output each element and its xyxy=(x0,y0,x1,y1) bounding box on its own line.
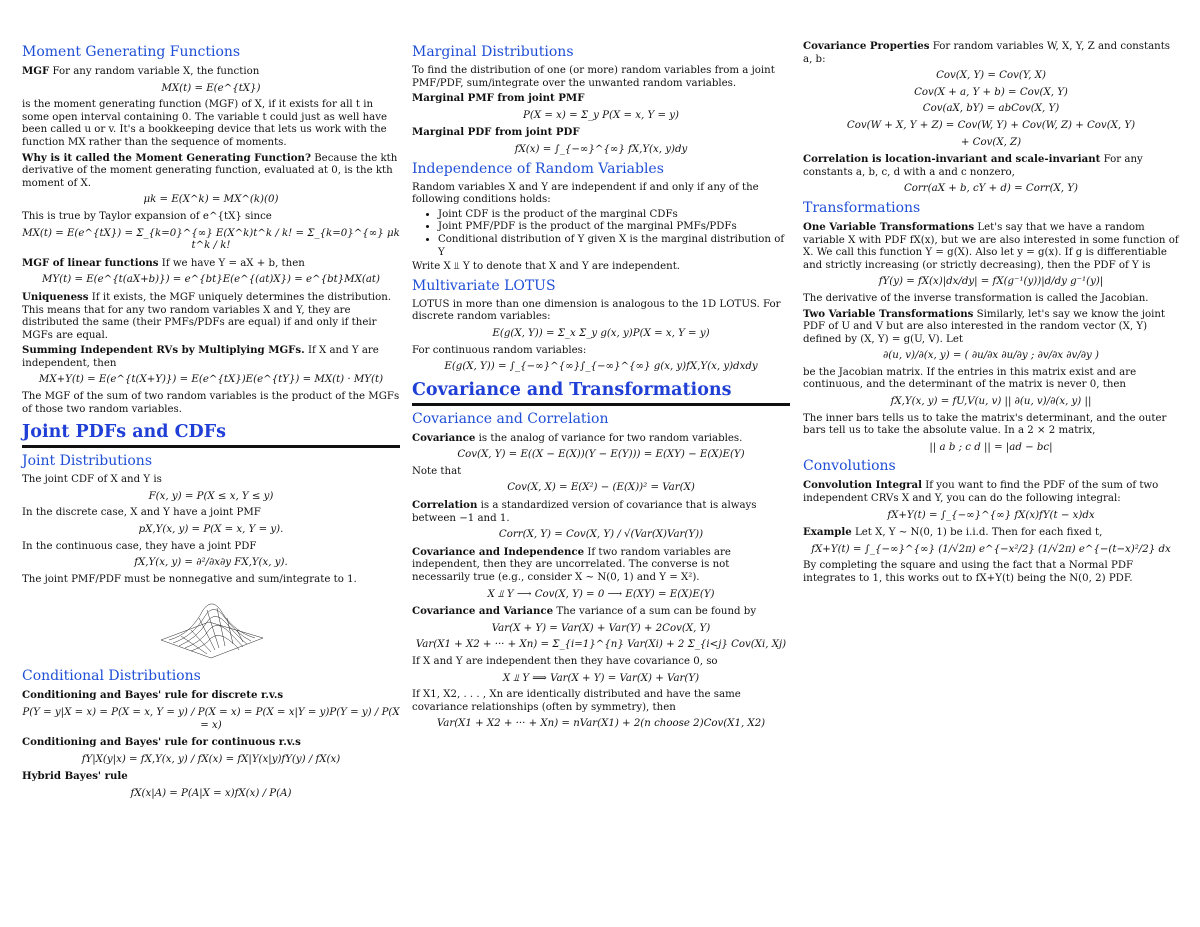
joint-cdf-text: The joint CDF of X and Y is xyxy=(22,474,162,486)
lotus-heading: Multivariate LOTUS xyxy=(412,277,556,294)
example-equation: fX+Y(t) = ∫_{−∞}^{∞} (1/√2π) e^{−x²/2} (1/√2π) e^{−(t−x)²/2} dx xyxy=(811,543,1171,555)
mgf-heading: Moment Generating Functions xyxy=(22,44,241,60)
cond-cont-term: Conditioning and Bayes' rule for continuous r.v.s xyxy=(22,736,301,749)
marg-pdf-equation: fX(x) = ∫_{−∞}^{∞} fX,Y(x, y)dy xyxy=(514,143,688,155)
conv-heading: Convolutions xyxy=(803,458,896,475)
joint-pdf-text: In the continuous case, they have a joint PDF xyxy=(22,540,257,552)
covindep-equation: X ⫫ Y ⟶ Cov(X, Y) = 0 ⟶ E(XY) = E(X)E(Y) xyxy=(487,588,715,600)
covprop-equation: Cov(X + a, Y + b) = Cov(X, Y) xyxy=(914,86,1068,98)
jacobian-text: The derivative of the inverse transformation is called the Jacobian. xyxy=(803,292,1149,304)
covvar-equation-2: Var(X1 + X2 + ··· + Xn) = Σ_{i=1}^{n} Var(Xi) + 2 Σ_{i<j} Cov(Xi, Xj) xyxy=(415,639,787,651)
covvar-equation-1: Var(X + Y) = Var(X) + Var(Y) + 2Cov(X, Y) xyxy=(491,622,711,634)
corr-def: Correlation is a standardized version of covariance that is always between −1 and 1. xyxy=(412,499,757,524)
moment-equation: μk = E(X^k) = MX^(k)(0) xyxy=(143,194,279,206)
list-item: • Joint PMF/PDF is the product of the marginal PMFs/PDFs xyxy=(438,221,790,234)
column-3 xyxy=(803,40,1179,588)
twovar: Two Variable Transformations Similarly, let's say we know the joint PDF of U and V but are also interested in the random vector (X, Y) defined by (X, Y) = g(U, V). Let xyxy=(803,307,1166,345)
marg-pmf-equation: P(X = x) = Σ_y P(X = x, Y = y) xyxy=(523,109,679,121)
surface-plot-graphic xyxy=(151,590,271,662)
trans-heading: Transformations xyxy=(803,199,921,216)
onevar: One Variable Transformations Let's say that we have a random variable X with PDF fX(x), but we are also interested in some function of X. We call this function Y = g(X). Also let y = g(x). If g is differentiable and strictly increasing (or strictly decreasing), then the PDF of Y is xyxy=(803,220,1179,271)
lotus-cont-text: For continuous random variables: xyxy=(412,344,587,356)
jacmatrix-text: be the Jacobian matrix. If the entries in this matrix exist and are continuous, and the determinant of the matrix is never 0, then xyxy=(803,366,1137,391)
covprop-equation: Cov(aX, bY) = abCov(X, Y) xyxy=(922,103,1060,115)
marg-heading: Marginal Distributions xyxy=(412,44,574,60)
joint-nonneg: The joint PMF/PDF must be nonnegative and sum/integrate to 1. xyxy=(22,573,357,585)
mgf-def-cont: is the moment generating function (MGF) of X, if it exists for all t in some open interval containing 0. The variable t could just as well have been called u or v. It's a bookkeeping device that lets us work with the function MX rather than the sequence of moments. xyxy=(22,99,388,148)
hybrid-term: Hybrid Bayes' rule xyxy=(22,770,128,783)
joint-heading: Joint Distributions xyxy=(22,453,153,470)
sum-mgf: Summing Independent RVs by Multiplying MGFs. If X and Y are independent, then xyxy=(22,344,379,369)
convint: Convolution Integral If you want to find the PDF of the sum of two independent CRVs X and Y, you can do the following integral: xyxy=(803,479,1159,505)
bars-text: The inner bars tells us to take the matrix's determinant, and the outer bars tell us to take the absolute value. In a 2 × 2 matrix, xyxy=(803,412,1167,437)
hybrid-equation: fX(x|A) = P(A|X = x)fX(x) / P(A) xyxy=(130,787,292,799)
covindep: Covariance and Independence If two random variables are independent, then they are uncorrelated. The converse is not necessarily true (e.g., consider X ∼ N(0, 1) and Y = X²). xyxy=(412,545,731,584)
section-divider xyxy=(22,445,400,448)
marg-text: To find the distribution of one (or more) random variables from a joint PMF/PDF, sum/integrate over the unwanted random variables. xyxy=(412,65,775,89)
cond-disc-term: Conditioning and Bayes' rule for discrete r.v.s xyxy=(22,689,284,702)
covprop-equation: + Cov(X, Z) xyxy=(960,136,1022,148)
corrinv-equation: Corr(aX + b, cY + d) = Corr(X, Y) xyxy=(903,183,1078,195)
example-cont: By completing the square and using the fact that a Normal PDF integrates to 1, this works out to fX+Y(t) being the N(0, 2) PDF. xyxy=(803,560,1134,584)
covvar-indep-text: If X and Y are independent then they have covariance 0, so xyxy=(412,656,718,667)
lotus-cont-equation: E(g(X, Y)) = ∫_{−∞}^{∞}∫_{−∞}^{∞} g(x, y)fX,Y(x, y)dxdy xyxy=(444,361,758,373)
indep-list xyxy=(412,209,790,259)
cov-def: Covariance is the analog of variance for two random variables. xyxy=(412,431,743,444)
covprop: Covariance Properties For random variables W, X, Y, Z and constants a, b: xyxy=(803,40,1171,65)
why-mgf: Why is it called the Moment Generating Function? Because the kth derivative of the moment generating function, evaluated at 0, is the kth moment of X. xyxy=(22,151,398,189)
taylor-equation: MX(t) = E(e^{tX}) = Σ_{k=0}^{∞} E(X^k)t^k / k! = Σ_{k=0}^{∞} μk t^k / k! xyxy=(22,227,400,252)
covprop-equation: Cov(W + X, Y + Z) = Cov(W, Y) + Cov(W, Z) + Cov(X, Y) xyxy=(846,119,1136,131)
cond-disc-equation: P(Y = y|X = x) = P(X = x, Y = y) / P(X = x) = P(X = x|Y = y)P(Y = y) / P(X = x) xyxy=(22,707,400,731)
lotus-text: LOTUS in more than one dimension is analogous to the 1D LOTUS. For discrete random variables: xyxy=(412,298,781,323)
sum-cont: The MGF of the sum of two random variables is the product of the MGFs of those two random variables. xyxy=(22,391,400,415)
indep-heading: Independence of Random Variables xyxy=(412,160,664,177)
sum-equation: MX+Y(t) = E(e^{t(X+Y)}) = E(e^{tX})E(e^{tY}) = MX(t) · MY(t) xyxy=(38,374,384,386)
linear-equation: MY(t) = E(e^{t(aX+b)}) = e^{bt}E(e^{(at)X}) = e^{bt}MX(at) xyxy=(42,274,380,286)
mgf-equation: MX(t) = E(e^{tX}) xyxy=(161,82,261,94)
joint-pmf-text: In the discrete case, X and Y have a joint PMF xyxy=(22,507,261,519)
covvar-iid-text: If X1, X2, . . . , Xn are identically distributed and have the same covariance relationships (often by symmetry), then xyxy=(412,689,741,713)
twovar-equation: ∂(u, v)/∂(x, y) = ( ∂u/∂x ∂u/∂y ; ∂v/∂x ∂v/∂y ) xyxy=(883,350,1099,362)
covvar-iid-equation: Var(X1 + X2 + ··· + Xn) = nVar(X1) + 2(n choose 2)Cov(X1, X2) xyxy=(436,718,766,730)
lotus-disc-equation: E(g(X, Y)) = Σ_x Σ_y g(x, y)P(X = x, Y = y) xyxy=(492,327,710,339)
joint-section-title: Joint PDFs and CDFs xyxy=(22,422,226,443)
taylor-text: This is true by Taylor expansion of e^{tX} since xyxy=(22,210,272,222)
covcorr-heading: Covariance and Correlation xyxy=(412,410,609,427)
linear-mgf: MGF of linear functions If we have Y = aX + b, then xyxy=(22,256,305,269)
joint-pmf-equation: pX,Y(x, y) = P(X = x, Y = y). xyxy=(138,524,284,536)
indep-write: Write X ⫫ Y to denote that X and Y are independent. xyxy=(412,261,681,273)
onevar-equation: fY(y) = fX(x)|dx/dy| = fX(g⁻¹(y))|d/dy g⁻¹(y)| xyxy=(878,276,1104,288)
cov-section-title: Covariance and Transformations xyxy=(412,379,732,400)
list-item: • Joint CDF is the product of the marginal CDFs xyxy=(438,209,790,222)
column-2 xyxy=(412,40,790,735)
covvar: Covariance and Variance The variance of a sum can be found by xyxy=(412,605,757,618)
convint-equation: fX+Y(t) = ∫_{−∞}^{∞} fX(x)fY(t − x)dx xyxy=(887,509,1095,521)
marg-pmf-term: Marginal PMF from joint PMF xyxy=(412,92,585,105)
marg-pdf-term: Marginal PDF from joint PDF xyxy=(412,126,580,139)
corr-equation: Corr(X, Y) = Cov(X, Y) / √(Var(X)Var(Y)) xyxy=(498,529,704,541)
covvar-indep-equation: X ⫫ Y ⟹ Var(X + Y) = Var(X) + Var(Y) xyxy=(502,672,700,684)
cond-cont-equation: fY|X(y|x) = fX,Y(x, y) / fX(x) = fX|Y(x|y)fY(y) / fX(x) xyxy=(81,753,341,765)
bars-equation: || a b ; c d || = |ad − bc| xyxy=(929,441,1053,453)
mgf-def: MGF For any random variable X, the function xyxy=(22,65,260,77)
column-1 xyxy=(22,40,400,805)
cov-equation: Cov(X, Y) = E((X − E(X))(Y − E(Y))) = E(XY) − E(X)E(Y) xyxy=(457,449,745,461)
example: Example Let X, Y ∼ N(0, 1) be i.i.d. Then for each fixed t, xyxy=(803,526,1103,539)
uniqueness: Uniqueness If it exists, the MGF uniquely determines the distribution. This means that for any two random variables X and Y, they are distributed the same (their PMFs/PDFs are equal) if and only if their MGFs are equal. xyxy=(22,290,392,341)
joint-cdf-equation: F(x, y) = P(X ≤ x, Y ≤ y) xyxy=(148,490,274,502)
cov-note: Note that xyxy=(412,465,462,477)
cov-note-equation: Cov(X, X) = E(X²) − (E(X))² = Var(X) xyxy=(507,482,695,494)
section-divider xyxy=(412,403,790,406)
covprop-equation: Cov(X, Y) = Cov(Y, X) xyxy=(936,70,1046,82)
jacmatrix-equation: fX,Y(x, y) = fU,V(u, v) || ∂(u, v)/∂(x, y) || xyxy=(890,396,1092,408)
indep-text: Random variables X and Y are independent if and only if any of the following conditions holds: xyxy=(412,181,759,206)
joint-pdf-surface-plot xyxy=(22,590,400,662)
corrinv: Correlation is location-invariant and scale-invariant For any constants a, b, c, d with a and c nonzero, xyxy=(803,153,1143,178)
cond-heading: Conditional Distributions xyxy=(22,668,201,685)
list-item: • Conditional distribution of Y given X is the marginal distribution of Y xyxy=(438,234,790,259)
joint-pdf-equation: fX,Y(x, y) = ∂²/∂x∂y FX,Y(x, y). xyxy=(134,557,288,569)
